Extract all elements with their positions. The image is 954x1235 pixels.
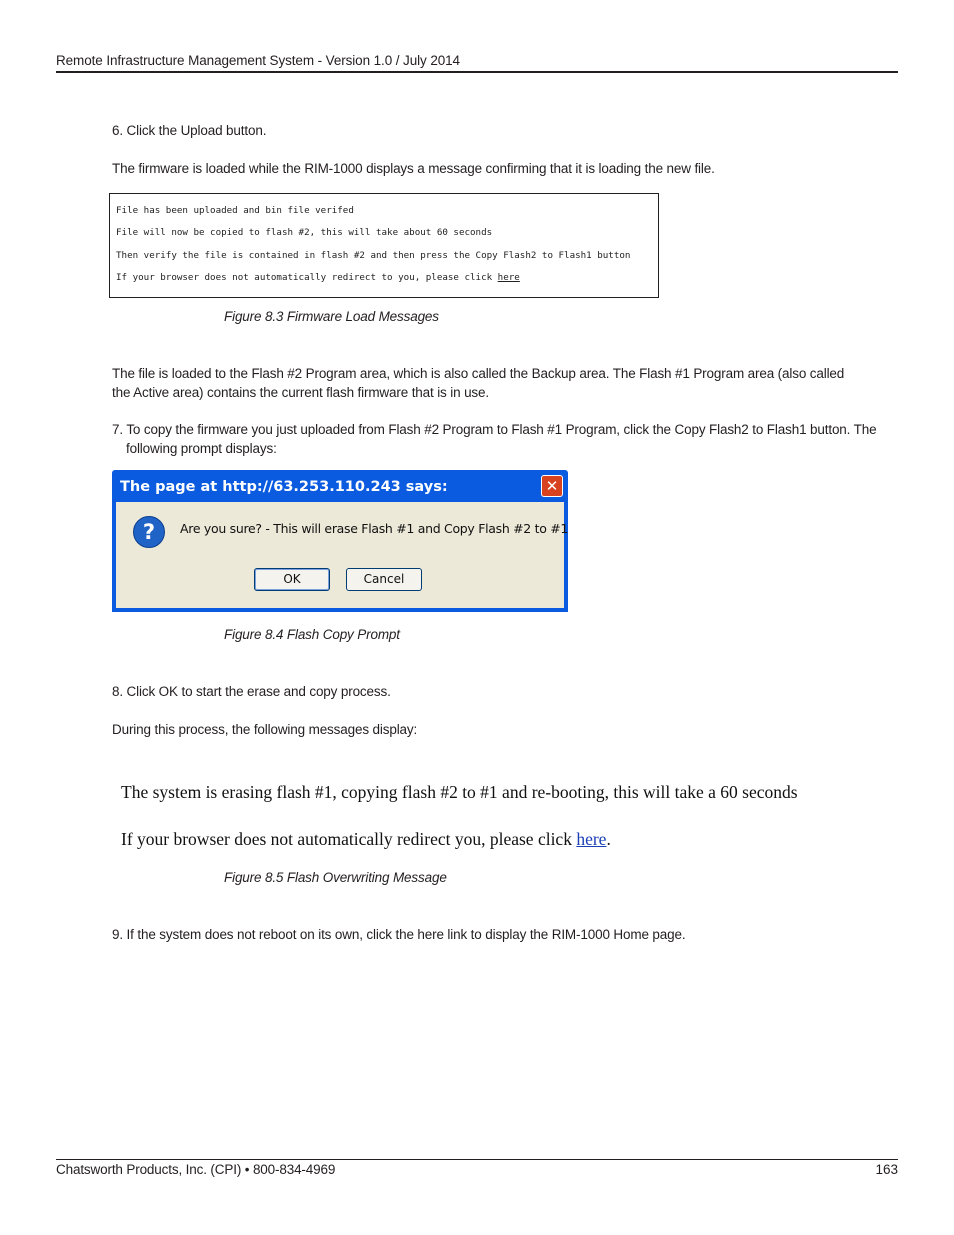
step-9: 9. If the system does not reboot on its own, click the here link to display the RIM-1000 Home page. [112, 927, 686, 942]
figure-8-5-caption: Figure 8.5 Flash Overwriting Message [224, 870, 447, 885]
here-link[interactable]: here [576, 829, 607, 849]
step-7-line-2: following prompt displays: [126, 441, 277, 456]
paragraph-flash-area-line-2: the Active area) contains the current flash firmware that is in use. [112, 385, 489, 400]
page-header: Remote Infrastructure Management System - Version 1.0 / July 2014 [56, 53, 460, 68]
question-icon: ? [133, 516, 165, 548]
footer-divider [56, 1159, 898, 1160]
dialog-message: Are you sure? - This will erase Flash #1 and Copy Flash #2 to #1 [180, 521, 569, 536]
paragraph-process-messages: During this process, the following messages display: [112, 722, 418, 737]
step-7-line-1: 7. To copy the firmware you just uploaded from Flash #2 Program to Flash #1 Program, click the Copy Flash2 to Flash1 button. The [112, 422, 877, 437]
close-icon[interactable]: ✕ [541, 475, 563, 497]
step-6: 6. Click the Upload button. [112, 123, 267, 138]
dialog-body [116, 502, 569, 608]
redirect-period: . [606, 829, 611, 849]
ok-button[interactable]: OK [254, 568, 330, 591]
redirect-text: If your browser does not automatically redirect you, please click [121, 829, 577, 849]
footer-company: Chatsworth Products, Inc. (CPI) • 800-834-4969 [56, 1162, 336, 1177]
figure-8-3-caption: Figure 8.3 Firmware Load Messages [224, 309, 439, 324]
paragraph-firmware-loaded: The firmware is loaded while the RIM-1000 displays a message confirming that it is loading the new file. [112, 161, 715, 176]
redirect-text: If your browser does not automatically redirect to you, please click [116, 272, 498, 283]
message-line: File will now be copied to flash #2, this will take about 60 seconds [116, 227, 493, 238]
page-number: 163 [875, 1162, 898, 1177]
cancel-button[interactable]: Cancel [346, 568, 422, 591]
redirect-message [121, 829, 611, 850]
erasing-message: The system is erasing flash #1, copying flash #2 to #1 and re-booting, this will take a 60 seconds [121, 782, 798, 802]
figure-8-4-caption: Figure 8.4 Flash Copy Prompt [224, 627, 400, 642]
dialog-title: The page at http://63.253.110.243 says: [120, 479, 448, 495]
paragraph-flash-area-line-1: The file is loaded to the Flash #2 Program area, which is also called the Backup area. The Flash #1 Program area (also called [112, 366, 845, 381]
confirm-dialog [112, 470, 568, 612]
header-divider [56, 71, 898, 73]
message-line-redirect [116, 272, 520, 283]
here-link[interactable]: here [497, 272, 520, 283]
message-line: Then verify the file is contained in flash #2 and then press the Copy Flash2 to Flash1 button [116, 250, 631, 261]
message-line: File has been uploaded and bin file verifed [116, 205, 354, 216]
firmware-load-message-box [109, 193, 659, 298]
step-8: 8. Click OK to start the erase and copy process. [112, 684, 391, 699]
